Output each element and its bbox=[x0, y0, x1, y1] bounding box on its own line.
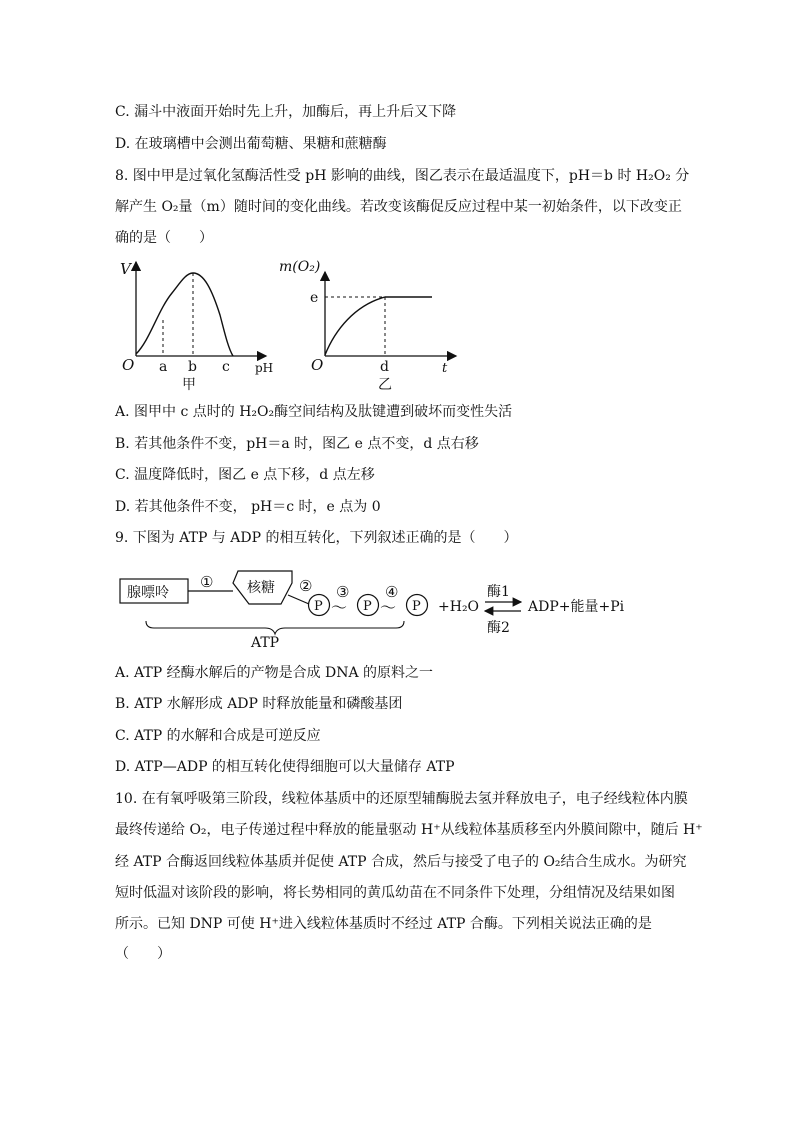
q7-option-c: C. 漏斗中液面开始时先上升，加酶后，再上升后又下降 bbox=[115, 104, 457, 120]
yi-caption: 乙 bbox=[378, 377, 392, 393]
jia-activity-curve bbox=[136, 273, 233, 356]
phosphate-1-label: P bbox=[314, 599, 323, 614]
yi-origin: O bbox=[311, 356, 324, 374]
q9-option-a: A. ATP 经酶水解后的产物是合成 DNA 的原料之一 bbox=[115, 665, 434, 681]
marker-2: ② bbox=[299, 577, 313, 595]
jia-caption: 甲 bbox=[182, 377, 196, 393]
phosphate-3-label: P bbox=[412, 599, 421, 614]
yi-x-label: t bbox=[442, 361, 448, 376]
q10-line6: （ ） bbox=[115, 946, 171, 962]
yi-tick-d: d bbox=[380, 359, 389, 375]
high-energy-bond-2: ～ bbox=[380, 598, 397, 617]
q9-option-c: C. ATP 的水解和合成是可逆反应 bbox=[115, 728, 321, 744]
q8-option-c: C. 温度降低时，图乙 e 点下移，d 点左移 bbox=[115, 467, 375, 483]
graph-jia bbox=[120, 260, 273, 393]
jia-tick-b: b bbox=[188, 359, 197, 375]
q9-stem: 9. 下图为 ATP 与 ADP 的相互转化，下列叙述正确的是（ ） bbox=[115, 530, 518, 546]
jia-tick-c: c bbox=[222, 359, 230, 375]
q7-option-d: D. 在玻璃槽中会测出葡萄糖、果糖和蔗糖酶 bbox=[115, 136, 387, 152]
ribose-label: 核糖 bbox=[247, 580, 275, 596]
yi-tick-e: e bbox=[310, 290, 319, 306]
q8-option-d: D. 若其他条件不变， pH＝c 时，e 点为 0 bbox=[115, 499, 381, 515]
atp-diagram bbox=[0, 562, 794, 657]
yi-y-label: m(O₂) bbox=[279, 259, 321, 275]
yi-o2-curve bbox=[325, 297, 432, 355]
phosphate-2-label: P bbox=[363, 599, 372, 614]
atp-brace-label: ATP bbox=[251, 635, 280, 651]
adenine-label: 腺嘌呤 bbox=[127, 585, 169, 601]
q8-stem-line2: 解产生 O₂量（m）随时间的变化曲线。若改变该酶促反应过程中某一初始条件，以下改变正 bbox=[115, 199, 682, 215]
jia-tick-a: a bbox=[159, 359, 168, 375]
high-energy-bond-1: ～ bbox=[331, 598, 348, 617]
enzyme-1-label: 酶1 bbox=[487, 584, 510, 600]
marker-1: ① bbox=[200, 573, 214, 591]
q9-option-d: D. ATP—ADP 的相互转化使得细胞可以大量储存 ATP bbox=[115, 759, 455, 775]
water-label: +H₂O bbox=[438, 599, 480, 615]
q8-graphs bbox=[0, 255, 794, 395]
q10-line5: 所示。已知 DNP 可使 H⁺进入线粒体基质时不经过 ATP 合酶。下列相关说法正确的是 bbox=[115, 916, 652, 932]
jia-x-label: pH bbox=[255, 361, 274, 375]
jia-y-label: V bbox=[120, 260, 131, 278]
marker-3: ③ bbox=[336, 583, 350, 601]
q8-option-b: B. 若其他条件不变，pH＝a 时，图乙 e 点不变，d 点右移 bbox=[115, 436, 479, 452]
q10-line1: 10. 在有氧呼吸第三阶段，线粒体基质中的还原型辅酶脱去氢并释放电子，电子经线粒体内膜 bbox=[115, 791, 688, 807]
jia-origin: O bbox=[122, 356, 135, 374]
q10-line4: 短时低温对该阶段的影响，将长势相同的黄瓜幼苗在不同条件下处理，分组情况及结果如图 bbox=[115, 885, 675, 901]
q9-option-b: B. ATP 水解形成 ADP 时释放能量和磷酸基团 bbox=[115, 696, 403, 712]
q8-stem-line1: 8. 图中甲是过氧化氢酶活性受 pH 影响的曲线，图乙表示在最适温度下，pH＝b 时 H₂O₂ 分 bbox=[115, 168, 690, 184]
q10-line3: 经 ATP 合酶返回线粒体基质并促使 ATP 合成，然后与接受了电子的 O₂结合生成水。为研究 bbox=[115, 854, 687, 870]
q8-option-a: A. 图甲中 c 点时的 H₂O₂酶空间结构及肽键遭到破坏而变性失活 bbox=[115, 404, 513, 420]
bond-2 bbox=[288, 595, 309, 604]
graph-yi bbox=[279, 259, 456, 393]
atp-brace bbox=[146, 621, 404, 634]
enzyme-2-label: 酶2 bbox=[487, 620, 510, 636]
q8-stem-line3: 确的是（ ） bbox=[115, 230, 213, 246]
products-label: ADP+能量+Pi bbox=[528, 599, 625, 615]
marker-4: ④ bbox=[385, 583, 399, 601]
q10-line2: 最终传递给 O₂，电子传递过程中释放的能量驱动 H⁺从线粒体基质移至内外膜间隙中，随后 H⁺ bbox=[115, 822, 703, 838]
